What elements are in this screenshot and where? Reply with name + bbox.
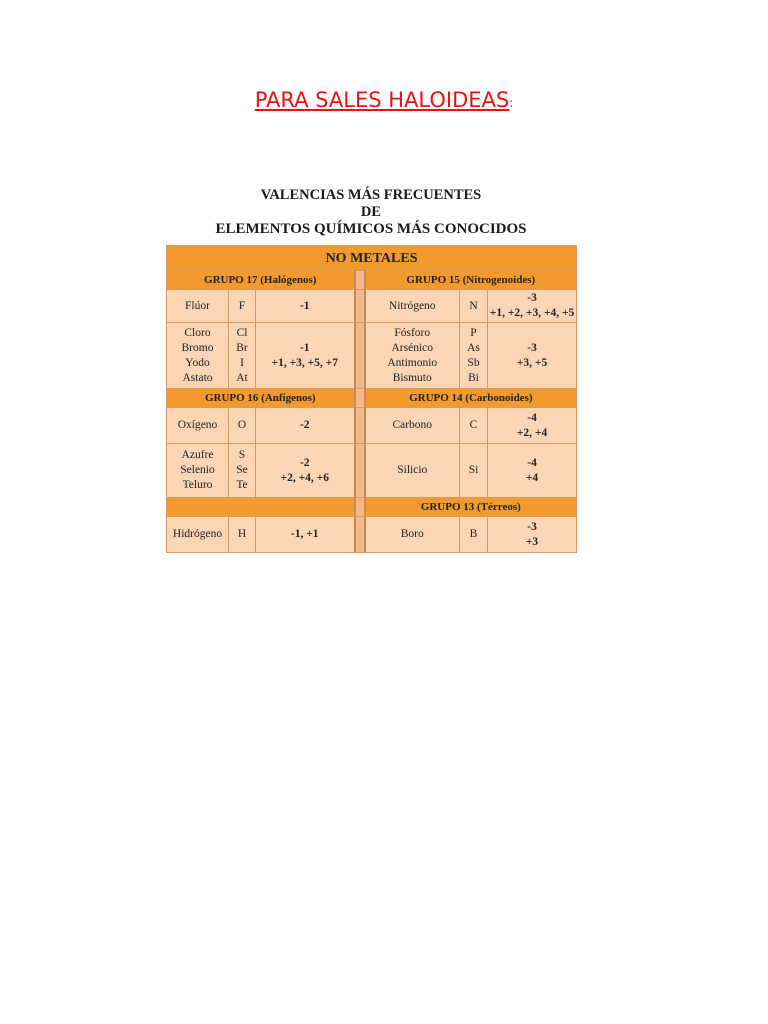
valence-line-1: -4 xyxy=(527,456,537,469)
valence-line-2: +3 xyxy=(525,535,539,548)
valence-value: -1 xyxy=(256,290,355,323)
element-name: Boro xyxy=(365,517,460,553)
figure-title xyxy=(166,187,576,238)
element-name: Silicio xyxy=(365,444,460,498)
element-name: Fósforo xyxy=(394,326,431,339)
element-symbol: Sb xyxy=(467,356,480,369)
heading-text: PARA SALES HALOIDEAS xyxy=(254,88,510,112)
element-names xyxy=(167,444,229,498)
column-separator xyxy=(355,517,365,553)
valence-line-2: +2, +4 xyxy=(516,426,548,439)
element-symbol: H xyxy=(229,517,256,553)
valence-value xyxy=(256,444,355,498)
column-separator xyxy=(355,408,365,444)
group-14-header: GRUPO 14 (Carbonoides) xyxy=(365,389,577,408)
element-symbol: O xyxy=(229,408,256,444)
valence-line-1: -4 xyxy=(527,411,537,424)
valence-value xyxy=(488,290,577,323)
valence-line-1: -3 xyxy=(527,341,537,354)
column-separator xyxy=(355,290,365,323)
element-name: Arsénico xyxy=(391,341,433,354)
element-name: Azufre xyxy=(181,449,214,461)
element-names xyxy=(167,323,229,389)
element-name: Yodo xyxy=(185,356,210,369)
element-name: Cloro xyxy=(184,326,211,339)
element-symbol: Bi xyxy=(468,371,479,384)
heading-colon: : xyxy=(509,96,514,110)
element-name: Bromo xyxy=(181,341,214,354)
element-symbol: S xyxy=(238,449,246,461)
group-17-header: GRUPO 17 (Halógenos) xyxy=(167,271,355,290)
valence-line-2: +3, +5 xyxy=(516,356,548,369)
element-symbol: As xyxy=(467,341,480,354)
group-15-header: GRUPO 15 (Nitrogenoides) xyxy=(365,271,577,290)
element-symbol: Br xyxy=(236,341,248,354)
group-13-header: GRUPO 13 (Térreos) xyxy=(365,498,577,517)
title-line-1: VALENCIAS MÁS FRECUENTES xyxy=(260,187,482,203)
element-name: Astato xyxy=(182,371,213,384)
valence-value xyxy=(488,517,577,553)
valence-line-2: +4 xyxy=(525,471,539,484)
element-symbol: I xyxy=(240,356,244,369)
element-name: Nitrógeno xyxy=(365,290,460,323)
element-name: Antimonio xyxy=(387,356,438,369)
element-name: Teluro xyxy=(182,479,213,491)
element-symbol: B xyxy=(460,517,488,553)
element-symbol: Si xyxy=(460,444,488,498)
title-line-3: ELEMENTOS QUÍMICOS MÁS CONOCIDOS xyxy=(215,221,527,237)
column-separator xyxy=(355,389,365,408)
valence-value: -2 xyxy=(256,408,355,444)
group-16-header: GRUPO 16 (Anfígenos) xyxy=(167,389,355,408)
valence-line-1: -1 xyxy=(299,341,310,354)
blank-group-header xyxy=(167,498,355,517)
valence-value xyxy=(488,444,577,498)
element-symbols xyxy=(460,323,488,389)
column-separator xyxy=(355,498,365,517)
element-name: Bismuto xyxy=(392,371,432,384)
element-symbols xyxy=(229,323,256,389)
valence-line-2: +1, +2, +3, +4, +5 xyxy=(489,307,575,319)
element-names xyxy=(365,323,460,389)
valence-value: -1, +1 xyxy=(256,517,355,553)
document-heading xyxy=(0,88,768,112)
table-main-header: NO METALES xyxy=(167,246,577,271)
element-symbol: Cl xyxy=(236,326,248,339)
element-name: Selenio xyxy=(180,464,215,476)
element-symbol: P xyxy=(470,326,477,339)
element-name: Oxígeno xyxy=(167,408,229,444)
element-symbol: F xyxy=(229,290,256,323)
element-symbol: Se xyxy=(236,464,248,476)
valence-value xyxy=(488,408,577,444)
valence-value xyxy=(256,323,355,389)
valence-line-1: -3 xyxy=(527,520,537,533)
valence-value xyxy=(488,323,577,389)
column-separator xyxy=(355,323,365,389)
element-name: Hidrógeno xyxy=(167,517,229,553)
element-name: Flúor xyxy=(167,290,229,323)
element-symbol: C xyxy=(460,408,488,444)
element-symbols xyxy=(229,444,256,498)
valence-line-1: -2 xyxy=(299,456,310,469)
column-separator xyxy=(355,271,365,290)
title-line-2: DE xyxy=(360,204,382,220)
element-symbol: Te xyxy=(236,479,248,491)
valence-line-2: +2, +4, +6 xyxy=(280,471,329,484)
column-separator xyxy=(355,444,365,498)
element-symbol: N xyxy=(460,290,488,323)
element-name: Carbono xyxy=(365,408,460,444)
element-symbol: At xyxy=(236,371,248,384)
valencias-table xyxy=(166,245,577,553)
valencias-figure xyxy=(166,187,576,553)
valence-line-2: +1, +3, +5, +7 xyxy=(271,356,338,369)
valence-line-1: -3 xyxy=(527,292,537,304)
